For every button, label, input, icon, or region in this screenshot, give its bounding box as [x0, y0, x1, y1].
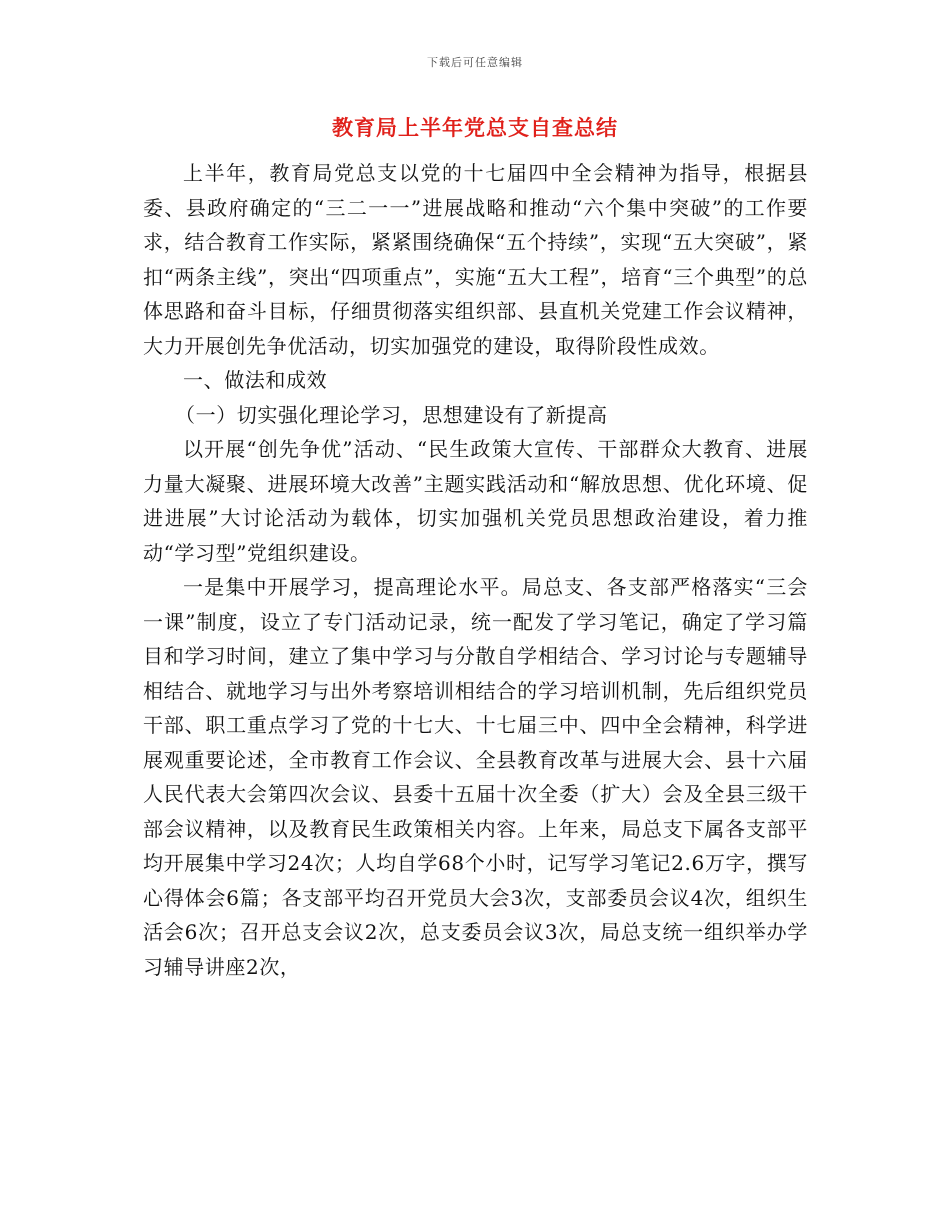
subsection-heading: （一）切实强化理论学习，思想建设有了新提高 — [175, 402, 608, 427]
section-heading: 一、做法和成效 — [183, 368, 328, 392]
paragraph-theory: 以开展“创先争优”活动、“民生政策大宣传、干部群众大教育、进展力量大凝聚、进展环境大改善”主题实践活动和“解放思想、优化环境、促进进展”大讨论活动为载体，切实加强机关党员思想政治建设，着力推动“学习型”党组织建设。 — [143, 437, 808, 565]
header-note: 下载后可任意编辑 — [427, 56, 523, 69]
paragraph-study: 一是集中开展学习，提高理论水平。局总支、各支部严格落实“三会一课”制度，设立了专门活动记录，统一配发了学习笔记，确定了学习篇目和学习时间，建立了集中学习与分散自学相结合、学习讨论与专题辅导相结合、就地学习与出外考察培训相结合的学习培训机制，先后组织党员干部、职工重点学习了党的十七大、十七届三中、四中全会精神，科学进展观重要论述，全市教育工作会议、全县教育改革与进展大会、县十六届人民代表大会第四次会议、县委十五届十次全委（扩大）会及全县三级干部会议精神，以及教育民生政策相关内容。上年来，局总支下属各支部平均开展集中学习24次；人均自学68个小时，记写学习笔记2.6万字，撰写心得体会6篇；各支部平均召开党员大会3次，支部委员会议4次，组织生活会6次；召开总支会议2次，总支委员会议3次，局总支统一组织举办学习辅导讲座2次， — [143, 575, 808, 979]
document-title: 教育局上半年党总支自查总结 — [332, 115, 618, 140]
paragraph-intro: 上半年，教育局党总支以党的十七届四中全会精神为指导，根据县委、县政府确定的“三二一一”进展战略和推动“六个集中突破”的工作要求，结合教育工作实际，紧紧围绕确保“五个持续”，实现“五大突破”，紧扣“两条主线”，突出“四项重点”，实施“五大工程”，培育“三个典型”的总体思路和奋斗目标，仔细贯彻落实组织部、县直机关党建工作会议精神，大力开展创先争优活动，切实加强党的建设，取得阶段性成效。 — [143, 161, 808, 358]
document-body — [143, 156, 808, 984]
